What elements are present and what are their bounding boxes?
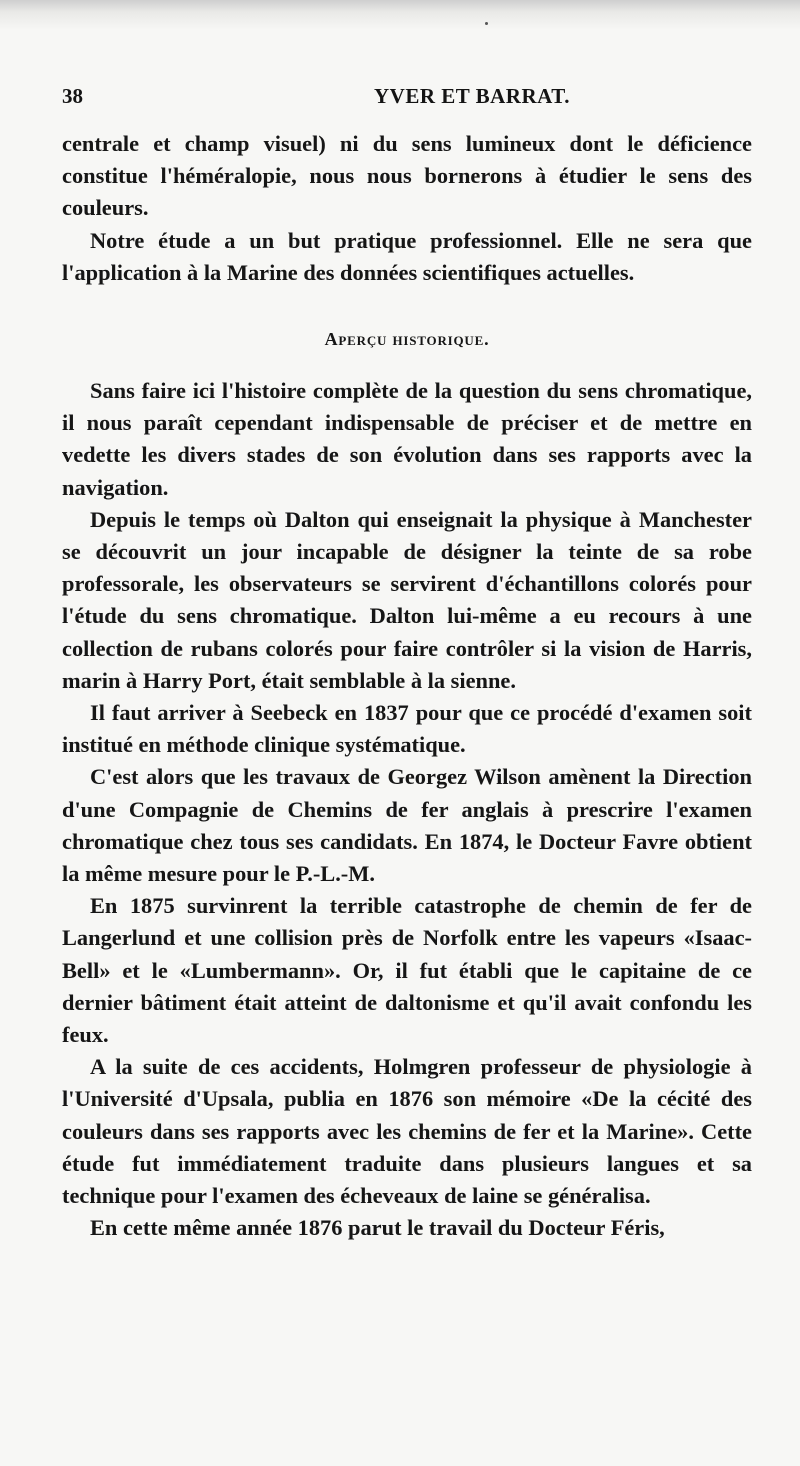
paragraph: Sans faire ici l'histoire complète de la question du sens chromatique, il nous paraît cependant indispensable de préciser et de mettre en vedette les divers stades de son évolution dans ses rapports avec la navigation. <box>62 378 752 500</box>
page-header <box>62 84 752 112</box>
section-heading: Aperçu historique. <box>324 329 490 350</box>
scan-edge-shading <box>0 0 800 30</box>
page-number: 38 <box>62 84 83 108</box>
paragraph: Depuis le temps où Dalton qui enseignait la physique à Manchester se découvrit un jour incapable de désigner la teinte de sa robe professorale, les observateurs se servirent d'échantillons colorés pour l'étude du sens chromatique. Dalton lui-même a eu recours à une collection de rubans colorés pour faire contrôler si la vision de Harris, marin à Harry Port, était semblable à la sienne. <box>62 506 752 693</box>
paragraph: En cette même année 1876 parut le travail du Docteur Féris, <box>90 1215 665 1241</box>
running-title: YVER ET BARRAT. <box>374 84 570 108</box>
paragraph: En 1875 survinrent la terrible catastrophe de chemin de fer de Langerlund et une collision près de Norfolk entre les vapeurs «Isaac-Bell» et le «Lumbermann». Or, il fut établi que le capitaine de ce dernier bâtiment était atteint de daltonisme et qu'il avait confondu les feux. <box>62 893 752 1048</box>
scan-speck <box>485 22 488 25</box>
paragraph: Notre étude a un but pratique professionnel. Elle ne sera que l'application à la Marine des données scientifiques actuelles. <box>62 227 752 285</box>
body-text <box>62 128 752 1245</box>
paragraph: Il faut arriver à Seebeck en 1837 pour que ce procédé d'examen soit institué en méthode clinique systématique. <box>62 700 752 758</box>
paragraph-continued: centrale et champ visuel) ni du sens lumineux dont le déficience constitue l'héméralopie, nous nous bornerons à étudier le sens des couleurs. <box>62 131 752 221</box>
paragraph: A la suite de ces accidents, Holmgren professeur de physiologie à l'Université d'Upsala, publia en 1876 son mémoire «De la cécité des couleurs dans ses rapports avec les chemins de fer et la Marine». Cette étude fut immédiatement traduite dans plusieurs langues et sa technique pour l'examen des écheveaux de laine se généralisa. <box>62 1054 752 1209</box>
paragraph: C'est alors que les travaux de Georgez Wilson amènent la Direction d'une Compagnie de Chemins de fer anglais à prescrire l'examen chromatique chez tous ses candidats. En 1874, le Docteur Favre obtient la même mesure pour le P.-L.-M. <box>62 764 752 887</box>
